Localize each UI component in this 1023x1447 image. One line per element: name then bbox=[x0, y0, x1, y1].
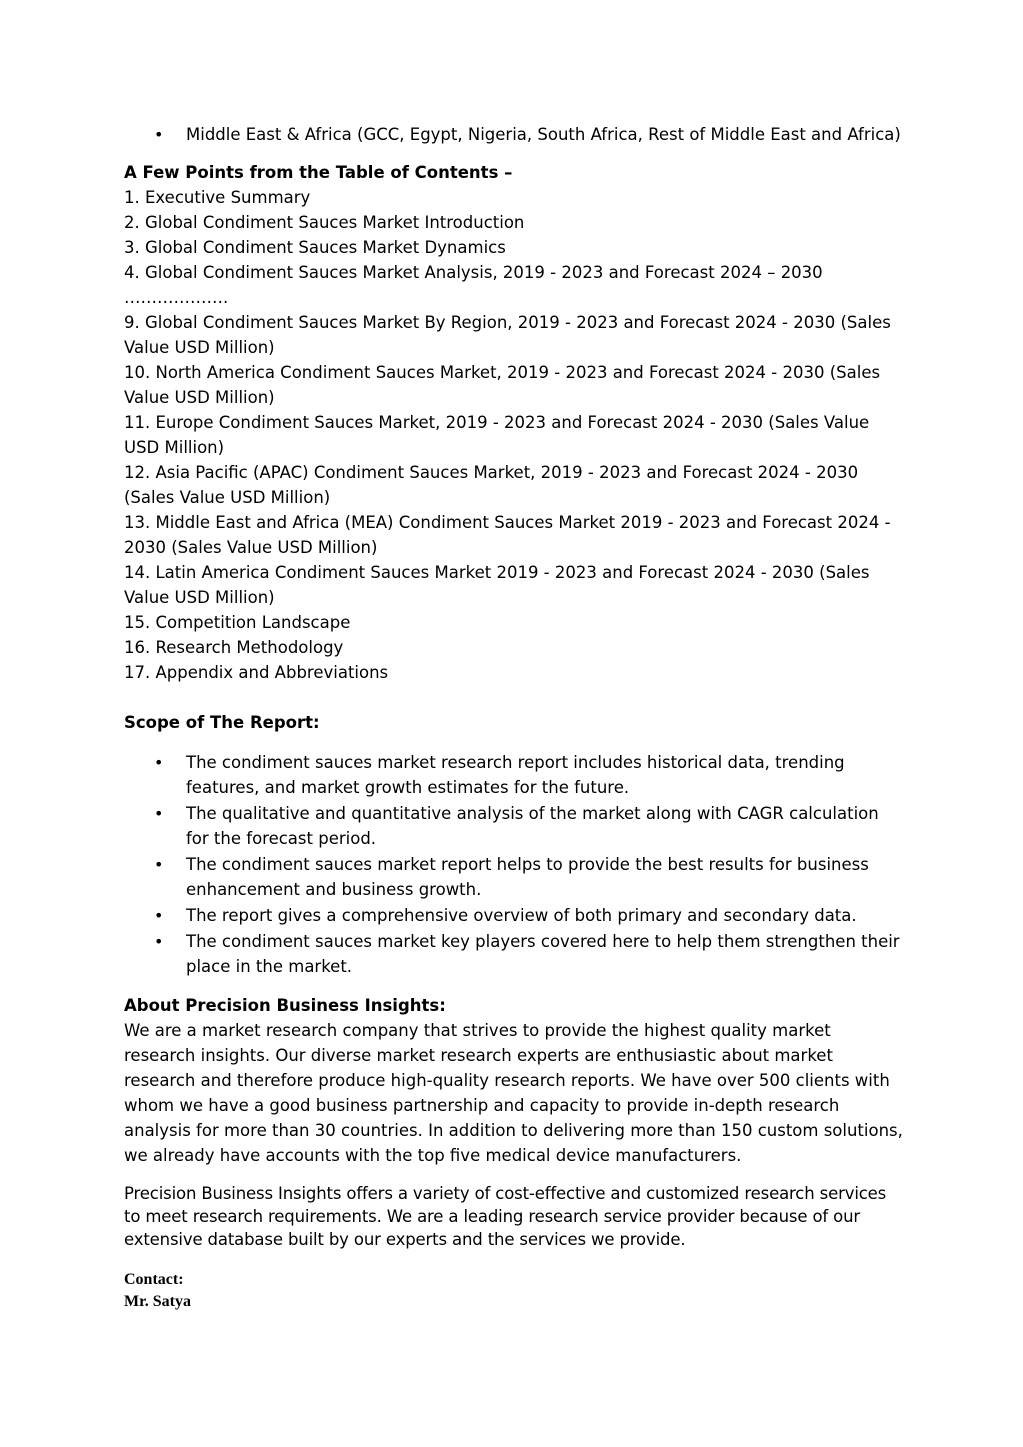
list-item: • The condiment sauces market research report includes historical data, trending features, and market growth estimates for the future. bbox=[124, 750, 904, 800]
toc-item: 17. Appendix and Abbreviations bbox=[124, 663, 389, 682]
list-item: • The condiment sauces market report helps to provide the best results for business enhancement and business growth. bbox=[124, 852, 904, 902]
scope-heading: Scope of The Report: bbox=[124, 713, 320, 732]
about-heading: About Precision Business Insights: bbox=[124, 996, 446, 1015]
list-item: • Middle East & Africa (GCC, Egypt, Nigeria, South Africa, Rest of Middle East and Africa) bbox=[124, 122, 904, 147]
region-bullet-list bbox=[124, 122, 904, 147]
scope-bullet-list bbox=[124, 750, 904, 979]
toc-item: 1. Executive Summary bbox=[124, 188, 311, 207]
contact-label: Contact: bbox=[124, 1271, 184, 1288]
document-page bbox=[124, 122, 904, 1313]
toc-item: 11. Europe Condiment Sauces Market, 2019 - 2023 and Forecast 2024 - 2030 (Sales Value USD Million) bbox=[124, 413, 870, 457]
toc-item: 3. Global Condiment Sauces Market Dynamics bbox=[124, 238, 506, 257]
toc-item: 15. Competition Landscape bbox=[124, 613, 351, 632]
list-item: • The qualitative and quantitative analysis of the market along with CAGR calculation for the forecast period. bbox=[124, 801, 904, 851]
toc-item: 12. Asia Pacific (APAC) Condiment Sauces Market, 2019 - 2023 and Forecast 2024 - 2030 (Sales Value USD Million) bbox=[124, 463, 859, 507]
contact-name: Mr. Satya bbox=[124, 1293, 191, 1310]
list-item: • The condiment sauces market key players covered here to help them strengthen their place in the market. bbox=[124, 929, 904, 979]
toc-item: 9. Global Condiment Sauces Market By Region, 2019 - 2023 and Forecast 2024 - 2030 (Sales Value USD Million) bbox=[124, 313, 891, 357]
toc-item: 16. Research Methodology bbox=[124, 638, 344, 657]
toc-item: 4. Global Condiment Sauces Market Analysis, 2019 - 2023 and Forecast 2024 – 2030 bbox=[124, 263, 823, 282]
toc-heading: A Few Points from the Table of Contents – bbox=[124, 163, 513, 182]
toc-item: 2. Global Condiment Sauces Market Introduction bbox=[124, 213, 525, 232]
toc-item: 10. North America Condiment Sauces Market, 2019 - 2023 and Forecast 2024 - 2030 (Sales Value USD Million) bbox=[124, 363, 881, 407]
about-paragraph: We are a market research company that strives to provide the highest quality market research insights. Our diverse market research experts are enthusiastic about market research and therefore produce high-quality research reports. We have over 500 clients with whom we have a good business partnership and capacity to provide in-depth research analysis for more than 30 countries. In addition to delivering more than 150 custom solutions, we already have accounts with the top five medical device manufacturers. bbox=[124, 1021, 903, 1165]
toc-ellipsis: ………………. bbox=[124, 288, 229, 307]
list-item: • The report gives a comprehensive overview of both primary and secondary data. bbox=[124, 903, 904, 928]
toc-item: 13. Middle East and Africa (MEA) Condiment Sauces Market 2019 - 2023 and Forecast 2024 - 2030 (Sales Value USD Million) bbox=[124, 513, 891, 557]
toc-list bbox=[124, 185, 904, 685]
about-paragraph: Precision Business Insights offers a variety of cost-effective and customized research services to meet research requirements. We are a leading research service provider because of our extensive database built by our experts and the services we provide. bbox=[124, 1184, 887, 1249]
toc-item: 14. Latin America Condiment Sauces Market 2019 - 2023 and Forecast 2024 - 2030 (Sales Value USD Million) bbox=[124, 563, 870, 607]
